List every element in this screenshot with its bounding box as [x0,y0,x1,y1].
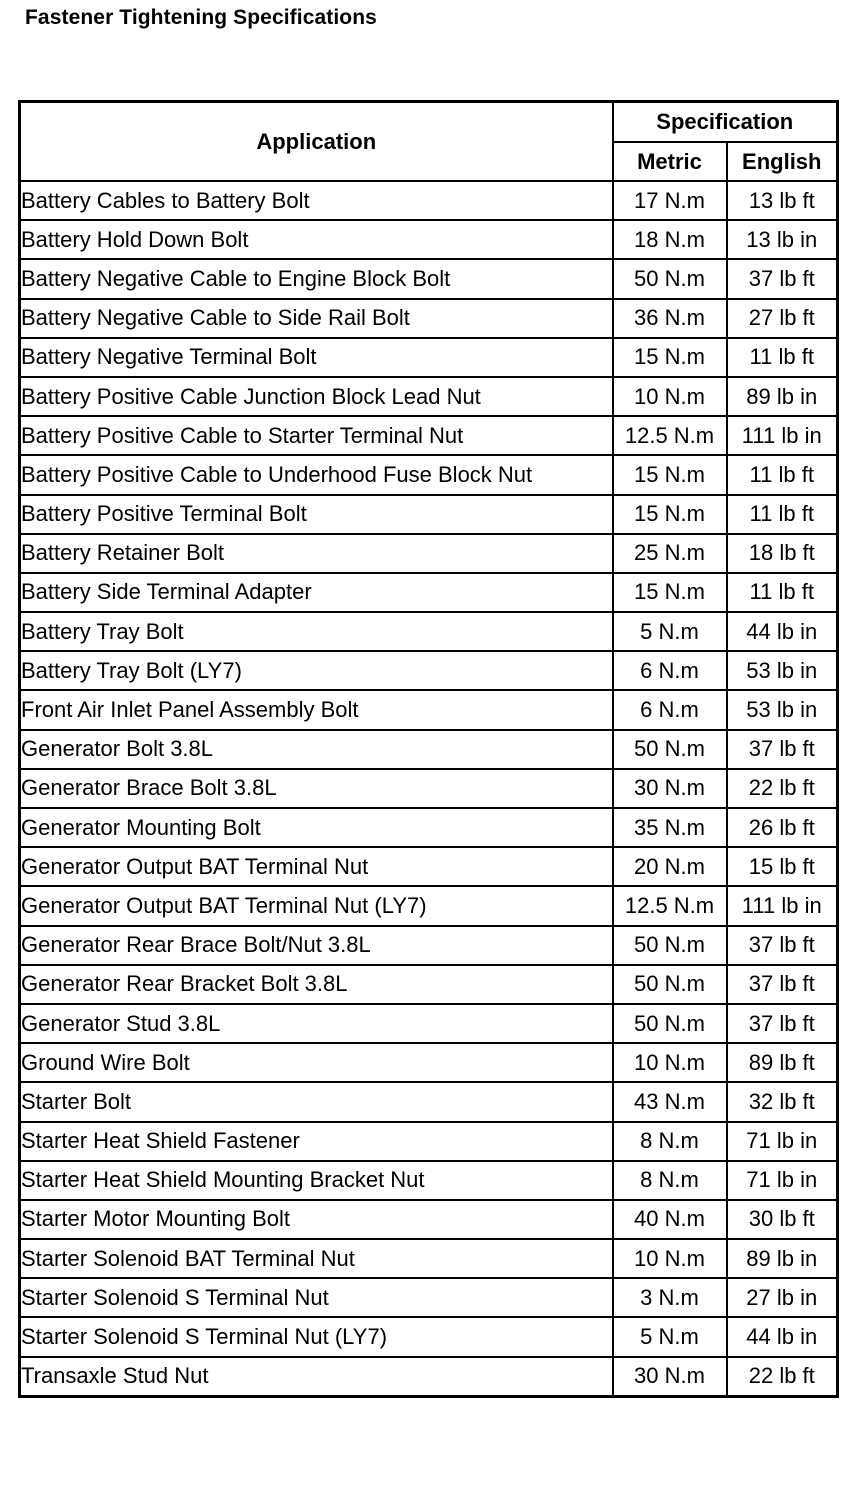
application-cell: Generator Rear Bracket Bolt 3.8L [20,965,613,1004]
application-cell: Front Air Inlet Panel Assembly Bolt [20,690,613,729]
english-cell: 15 lb ft [727,847,838,886]
metric-cell: 17 N.m [613,181,727,220]
table-row [20,1004,838,1043]
metric-cell: 10 N.m [613,1043,727,1082]
table-row [20,259,838,298]
application-cell: Battery Cables to Battery Bolt [20,181,613,220]
table-row [20,416,838,455]
table-row [20,730,838,769]
table-row [20,612,838,651]
table-row [20,1161,838,1200]
table-row [20,651,838,690]
table-row [20,1317,838,1356]
english-cell: 71 lb in [727,1161,838,1200]
table-body [20,181,838,1396]
metric-cell: 30 N.m [613,769,727,808]
metric-cell: 8 N.m [613,1161,727,1200]
application-cell: Starter Heat Shield Fastener [20,1122,613,1161]
application-cell: Battery Tray Bolt [20,612,613,651]
application-column-header: Application [20,102,613,182]
english-cell: 11 lb ft [727,495,838,534]
english-cell: 11 lb ft [727,338,838,377]
application-cell: Starter Bolt [20,1082,613,1121]
table-row [20,573,838,612]
english-cell: 89 lb in [727,1239,838,1278]
application-cell: Generator Output BAT Terminal Nut (LY7) [20,886,613,925]
table-row [20,965,838,1004]
english-cell: 37 lb ft [727,259,838,298]
english-cell: 22 lb ft [727,1357,838,1397]
table-row [20,181,838,220]
english-cell: 13 lb ft [727,181,838,220]
table-row [20,1082,838,1121]
english-cell: 89 lb ft [727,1043,838,1082]
application-cell: Battery Positive Cable Junction Block Lead Nut [20,377,613,416]
metric-cell: 15 N.m [613,495,727,534]
table-row [20,455,838,494]
application-cell: Generator Mounting Bolt [20,808,613,847]
english-column-header: English [727,142,838,181]
fastener-spec-table [18,100,839,1398]
english-cell: 13 lb in [727,220,838,259]
application-cell: Starter Solenoid S Terminal Nut [20,1278,613,1317]
metric-cell: 12.5 N.m [613,886,727,925]
metric-cell: 5 N.m [613,612,727,651]
table-row [20,1357,838,1397]
english-cell: 18 lb ft [727,534,838,573]
metric-cell: 18 N.m [613,220,727,259]
english-cell: 44 lb in [727,612,838,651]
application-cell: Generator Rear Brace Bolt/Nut 3.8L [20,926,613,965]
application-cell: Starter Solenoid BAT Terminal Nut [20,1239,613,1278]
specification-column-header: Specification [613,102,838,143]
metric-cell: 10 N.m [613,377,727,416]
table-row [20,1278,838,1317]
application-cell: Battery Tray Bolt (LY7) [20,651,613,690]
application-cell: Generator Stud 3.8L [20,1004,613,1043]
english-cell: 11 lb ft [727,455,838,494]
table-row [20,1239,838,1278]
application-cell: Ground Wire Bolt [20,1043,613,1082]
table-row [20,299,838,338]
table-row [20,690,838,729]
application-cell: Generator Output BAT Terminal Nut [20,847,613,886]
table-row [20,338,838,377]
metric-cell: 35 N.m [613,808,727,847]
metric-cell: 15 N.m [613,455,727,494]
metric-cell: 3 N.m [613,1278,727,1317]
english-cell: 37 lb ft [727,926,838,965]
metric-cell: 50 N.m [613,730,727,769]
english-cell: 111 lb in [727,886,838,925]
metric-cell: 5 N.m [613,1317,727,1356]
english-cell: 27 lb ft [727,299,838,338]
application-cell: Generator Brace Bolt 3.8L [20,769,613,808]
english-cell: 32 lb ft [727,1082,838,1121]
english-cell: 71 lb in [727,1122,838,1161]
english-cell: 30 lb ft [727,1200,838,1239]
table-row [20,534,838,573]
application-cell: Starter Heat Shield Mounting Bracket Nut [20,1161,613,1200]
table-row [20,220,838,259]
metric-cell: 50 N.m [613,1004,727,1043]
english-cell: 22 lb ft [727,769,838,808]
application-cell: Starter Motor Mounting Bolt [20,1200,613,1239]
application-cell: Battery Negative Terminal Bolt [20,338,613,377]
application-cell: Battery Side Terminal Adapter [20,573,613,612]
metric-cell: 40 N.m [613,1200,727,1239]
english-cell: 27 lb in [727,1278,838,1317]
english-cell: 53 lb in [727,651,838,690]
application-cell: Battery Retainer Bolt [20,534,613,573]
english-cell: 37 lb ft [727,730,838,769]
application-cell: Transaxle Stud Nut [20,1357,613,1397]
english-cell: 37 lb ft [727,965,838,1004]
metric-column-header: Metric [613,142,727,181]
table-row [20,926,838,965]
table-row [20,808,838,847]
english-cell: 53 lb in [727,690,838,729]
metric-cell: 15 N.m [613,573,727,612]
metric-cell: 6 N.m [613,690,727,729]
metric-cell: 20 N.m [613,847,727,886]
metric-cell: 43 N.m [613,1082,727,1121]
metric-cell: 12.5 N.m [613,416,727,455]
english-cell: 44 lb in [727,1317,838,1356]
table-row [20,1043,838,1082]
application-cell: Battery Positive Terminal Bolt [20,495,613,534]
table-row [20,1200,838,1239]
english-cell: 26 lb ft [727,808,838,847]
metric-cell: 6 N.m [613,651,727,690]
table-row [20,769,838,808]
header-row [20,102,838,143]
application-cell: Battery Negative Cable to Engine Block Bolt [20,259,613,298]
application-cell: Starter Solenoid S Terminal Nut (LY7) [20,1317,613,1356]
table-row [20,377,838,416]
english-cell: 111 lb in [727,416,838,455]
metric-cell: 25 N.m [613,534,727,573]
metric-cell: 36 N.m [613,299,727,338]
application-cell: Generator Bolt 3.8L [20,730,613,769]
english-cell: 89 lb in [727,377,838,416]
table-header [20,102,838,182]
metric-cell: 8 N.m [613,1122,727,1161]
metric-cell: 50 N.m [613,965,727,1004]
page-title: Fastener Tightening Specifications [25,6,377,29]
metric-cell: 10 N.m [613,1239,727,1278]
metric-cell: 15 N.m [613,338,727,377]
application-cell: Battery Negative Cable to Side Rail Bolt [20,299,613,338]
metric-cell: 50 N.m [613,259,727,298]
english-cell: 11 lb ft [727,573,838,612]
english-cell: 37 lb ft [727,1004,838,1043]
table-row [20,495,838,534]
table-row [20,1122,838,1161]
metric-cell: 30 N.m [613,1357,727,1397]
application-cell: Battery Positive Cable to Underhood Fuse Block Nut [20,455,613,494]
table-row [20,847,838,886]
application-cell: Battery Positive Cable to Starter Terminal Nut [20,416,613,455]
table-row [20,886,838,925]
metric-cell: 50 N.m [613,926,727,965]
application-cell: Battery Hold Down Bolt [20,220,613,259]
